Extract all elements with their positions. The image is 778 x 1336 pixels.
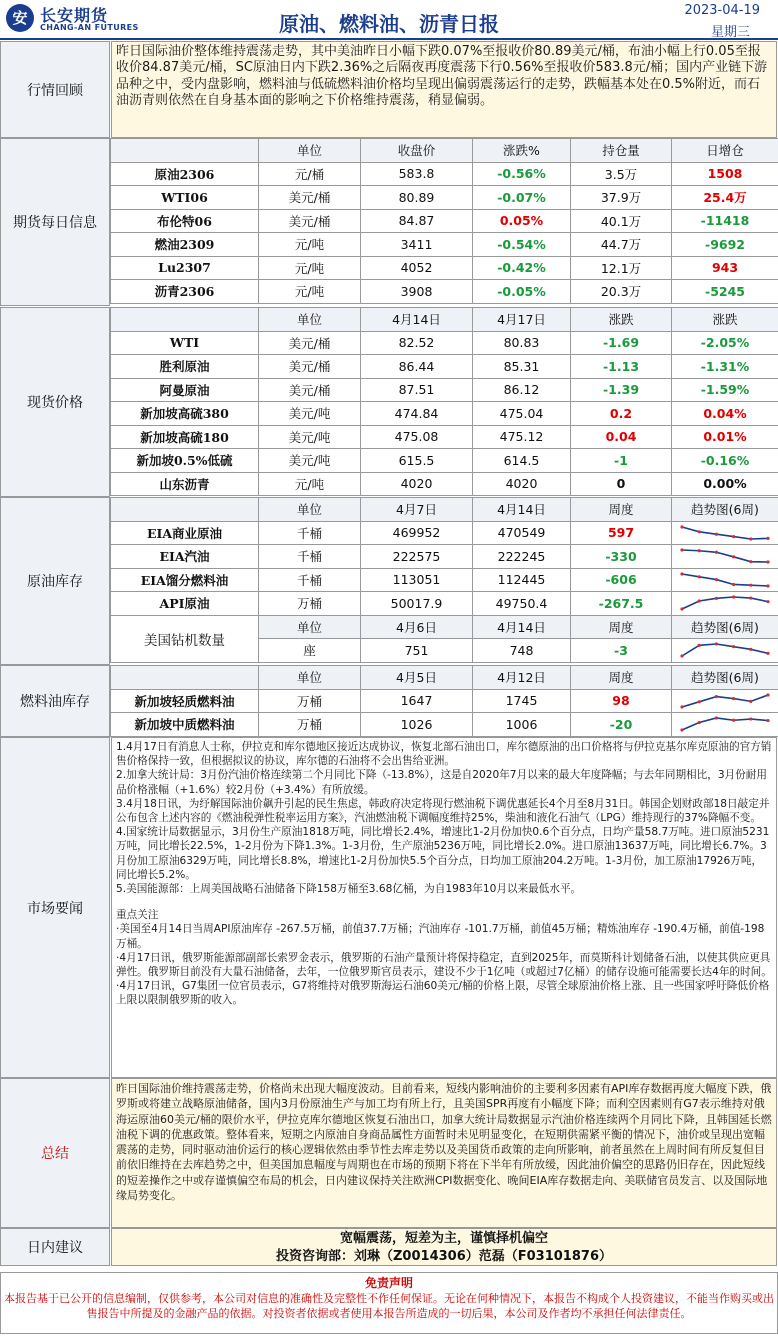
trend-point [732, 645, 735, 648]
daily-oi-change: 943 [672, 256, 778, 280]
inventory-name: 新加坡中质燃料油 [111, 713, 259, 737]
trend-point [680, 655, 683, 658]
trend-point [680, 729, 683, 732]
trend-cell [672, 568, 778, 592]
value-week2: 748 [473, 639, 571, 663]
header-cell: 日增仓 [672, 139, 778, 163]
close-price: 3411 [361, 233, 473, 257]
inventory-name: EIA馏分燃料油 [111, 568, 259, 592]
value-week2: 49750.4 [473, 592, 571, 616]
trend-point [732, 697, 735, 700]
spot-name: 胜利原油 [111, 355, 259, 379]
table-row [111, 378, 778, 402]
daily-oi-change: 1508 [672, 162, 778, 186]
header-cell: 单位 [259, 139, 361, 163]
weekly-change: -20 [571, 713, 672, 737]
open-interest: 20.3万 [571, 280, 672, 304]
value-week1: 50017.9 [361, 592, 473, 616]
header-cell: 单位 [259, 498, 361, 522]
section-label-crude-inventory: 原油库存 [0, 497, 110, 665]
table-row [111, 331, 778, 355]
price-change: 0.04 [571, 425, 672, 449]
trend-cell [672, 545, 778, 569]
trend-sparkline [679, 692, 771, 710]
unit-cell: 美元/桶 [259, 355, 361, 379]
brand-name: 长安期货 [40, 6, 109, 25]
header-cell: 趋势图(6周) [672, 498, 778, 522]
trend-point [715, 695, 718, 698]
value-week2: 112445 [473, 568, 571, 592]
table-row [111, 545, 778, 569]
unit-cell: 美元/吨 [259, 402, 361, 426]
daily-oi-change: -9692 [672, 233, 778, 257]
trend-sparkline [679, 547, 771, 565]
trend-cell [672, 639, 778, 663]
trend-sparkline [679, 715, 771, 733]
table-row [111, 568, 778, 592]
inventory-name: API原油 [111, 592, 259, 616]
trend-point [732, 596, 735, 599]
unit-cell: 千桶 [259, 568, 361, 592]
news-content [111, 737, 777, 1078]
price-day2: 475.04 [473, 402, 571, 426]
section-label-fuel-inventory: 燃料油库存 [0, 665, 110, 737]
change-percent: 0.05% [473, 209, 571, 233]
trend-point [698, 600, 701, 603]
section-label-spot: 现货价格 [0, 307, 110, 497]
close-price: 84.87 [361, 209, 473, 233]
header-cell [111, 498, 259, 522]
price-change: -1.39 [571, 378, 672, 402]
header-cell [111, 308, 259, 332]
spot-name: 阿曼原油 [111, 378, 259, 402]
news-item: 4.国家统计局数据显示，3月份生产原油1818万吨，同比增长2.4%，增速比1-2月份加快0.6个百分点，日均产量58.7万吨。进口原油5231万吨，同比增长22.5%，1-2月份为下降1.3%。1-3月份，生产原油5236万吨，同比增长2.0%。进口原油13637万吨，同比增长6.7%。3月份加工原油6329万吨，同比增长8.8%，增速比1-2月份加快5.5个百分点，日均加工原油204.2万吨。1-3月份，加工原油17926万吨，同比增长5.2%。 [116, 826, 770, 881]
change-percent: -0.07% [473, 186, 571, 210]
trend-point [680, 525, 683, 528]
trend-point [715, 578, 718, 581]
price-change-percent: -2.05% [672, 331, 778, 355]
weekly-change: -267.5 [571, 592, 672, 616]
trend-point [766, 584, 769, 587]
trend-point [766, 537, 769, 540]
header-cell: 涨跌 [672, 308, 778, 332]
report-date: 2023-04-19 [684, 3, 760, 18]
value-week1: 222575 [361, 545, 473, 569]
brand-name-en: CHANG-AN FUTURES [40, 23, 139, 32]
table-row [111, 402, 778, 426]
trend-point [680, 549, 683, 552]
price-day2: 85.31 [473, 355, 571, 379]
table-header-row [111, 308, 778, 332]
unit-cell: 元/吨 [259, 472, 361, 496]
contract-name: 原油2306 [111, 162, 259, 186]
focus-item: ·4月17日讯，G7集团一位官员表示，G7将维持对俄罗斯海运石油60美元/桶的价格上限，尽管全球原油价格上涨、且一些国家呼吁降低价格上限以限制俄罗斯的收入。 [116, 980, 770, 1007]
table-row [111, 280, 778, 304]
futures-table [110, 138, 778, 304]
header-cell: 4月14日 [361, 308, 473, 332]
price-day1: 615.5 [361, 449, 473, 473]
trend-point [766, 693, 769, 696]
open-interest: 37.9万 [571, 186, 672, 210]
header-cell: 收盘价 [361, 139, 473, 163]
table-row [111, 355, 778, 379]
unit-cell: 美元/吨 [259, 425, 361, 449]
header-cell: 涨跌 [571, 308, 672, 332]
price-change: -1.13 [571, 355, 672, 379]
close-price: 4052 [361, 256, 473, 280]
close-price: 80.89 [361, 186, 473, 210]
table-row [111, 233, 778, 257]
header-cell: 涨跌% [473, 139, 571, 163]
value-week2: 222245 [473, 545, 571, 569]
review-text: 昨日国际油价整体维持震荡走势，其中美油昨日小幅下跌0.07%至报收价80.89美元/桶，布油小幅上行0.05至报收价84.87美元/桶，SC原油日内下跌2.36%之后隔夜再度震荡下行0.56%至报收价583.8元/桶；国内产业链下游品种之中，受内盘影响，燃料油与低硫燃料油价格均呈现出偏弱震荡运行的走势，跌幅基本处在0.5%附近，而石油沥青则依然在自身基本面的影响之下价格维持震荡，稍显偏弱。 [111, 41, 777, 138]
focus-item: ·4月17日讯，俄罗斯能源部副部长索罗金表示，俄罗斯的石油产量预计将保持稳定，直到2025年，而莫斯科计划储备石油，以使其供应更具弹性。俄罗斯目前没有大量石油储备，去年，一位俄罗斯官员表示，建设不少于1亿吨（或超过7亿桶）的储存设施可能需要长达4年的时间。 [116, 951, 772, 979]
value-week1: 1026 [361, 713, 473, 737]
news-item: 1.4月17日有消息人士称，伊拉克和库尔德地区接近达成协议，恢复北部石油出口，库尔德原油的出口价格将与伊拉克基尔库克原油的官方销售价格保持一致，但根据拟议的协议，库尔德的石油将不会出售给亚洲。 [116, 741, 772, 768]
change-percent: -0.42% [473, 256, 571, 280]
table-header-row [111, 666, 778, 690]
advice-text: 宽幅震荡，短差为主，谨慎择机偏空 [339, 1231, 548, 1246]
daily-oi-change: -11418 [672, 209, 778, 233]
unit-cell: 美元/桶 [259, 209, 361, 233]
weekly-change: -330 [571, 545, 672, 569]
inventory-name: EIA商业原油 [111, 521, 259, 545]
price-day1: 474.84 [361, 402, 473, 426]
trend-point [698, 575, 701, 578]
trend-point [715, 532, 718, 535]
table-row [111, 472, 778, 496]
trend-sparkline [679, 524, 771, 542]
table-header-row [111, 498, 778, 522]
trend-point [732, 719, 735, 722]
trend-cell [672, 521, 778, 545]
open-interest: 44.7万 [571, 233, 672, 257]
daily-oi-change: 25.4万 [672, 186, 778, 210]
unit-cell: 千桶 [259, 545, 361, 569]
weekly-change: -606 [571, 568, 672, 592]
change-percent: -0.56% [473, 162, 571, 186]
table-row [111, 713, 778, 737]
price-day1: 4020 [361, 472, 473, 496]
news-item: 2.加拿大统计局：3月份汽油价格连续第二个月同比下降（-13.8%），这是自2020年7月以来的最大年度降幅；与去年同期相比，3月份耐用品价格涨幅（+1.6%）较2月份（+3.4%）有所放缓。 [116, 769, 767, 796]
open-interest: 3.5万 [571, 162, 672, 186]
value-week1: 751 [361, 639, 473, 663]
trend-point [749, 597, 752, 600]
unit-cell: 美元/桶 [259, 331, 361, 355]
close-price: 3908 [361, 280, 473, 304]
unit-cell: 万桶 [259, 592, 361, 616]
trend-point [749, 700, 752, 703]
trend-line [682, 550, 768, 562]
crude-inventory-table [110, 497, 778, 663]
unit-cell: 万桶 [259, 689, 361, 713]
price-change-percent: -1.59% [672, 378, 778, 402]
trend-point [680, 572, 683, 575]
section-label-futures: 期货每日信息 [0, 138, 110, 306]
trend-point [749, 718, 752, 721]
price-change-percent: -0.16% [672, 449, 778, 473]
spot-name: 新加坡高硫180 [111, 425, 259, 449]
header-cell: 趋势图(6周) [672, 615, 778, 639]
table-row [111, 186, 778, 210]
price-day1: 82.52 [361, 331, 473, 355]
trend-point [749, 648, 752, 651]
header-cell: 单位 [259, 308, 361, 332]
header-cell: 趋势图(6周) [672, 666, 778, 690]
price-change-percent: 0.04% [672, 402, 778, 426]
focus-title: 重点关注 [116, 909, 159, 922]
trend-line [682, 718, 768, 730]
trend-point [732, 535, 735, 538]
inventory-name: 新加坡轻质燃料油 [111, 689, 259, 713]
table-row [111, 162, 778, 186]
header-cell: 4月6日 [361, 615, 473, 639]
trend-line [682, 574, 768, 586]
change-percent: -0.05% [473, 280, 571, 304]
price-day2: 4020 [473, 472, 571, 496]
trend-sparkline [679, 594, 771, 612]
trend-point [749, 583, 752, 586]
summary-text: 昨日国际油价维持震荡走势，价格尚未出现大幅度波动。目前看来，短线内影响油价的主要利多因素有API库存数据再度大幅度下跌，俄罗斯或将建立战略原油储备，国内3月份原油生产与加工均有所上行，且美国SPR再度有小幅度下降；而利空因素则有G7表示维持对俄海运原油60美元/桶的限价水平，伊拉克库尔德地区恢复石油出口，加拿大统计局数据显示汽油价格连续两个月同比下降，且韩国延长燃油税下调的优惠政策。整体看来，短期之内原油自身商品属性方面暂时未见明显变化，在短期供需紧平衡的情况下，油价或呈现出宽幅震荡的走势，同时驱动油价运行的核心逻辑依然由季节性去库走势以及美国货币政策的走向所影响，前者虽然在上周时间有所反复但目前依旧维持在去库趋势之中，但美国加息幅度与周期也在市场的预期下将在下半年有所放缓，因此油价偏空的思路仍旧存在，因此短线的短差操作之中或存谨慎偏空布局的机会，日内建议保持关注欧洲CPI数据变化、晚间EIA库存数据走向、美联储官员发言、以及国际地缘局势变化。 [111, 1078, 777, 1228]
header-cell: 4月14日 [473, 615, 571, 639]
trend-point [749, 537, 752, 540]
price-change-percent: 0.01% [672, 425, 778, 449]
contract-name: WTI06 [111, 186, 259, 210]
weekly-change: 597 [571, 521, 672, 545]
table-row [111, 689, 778, 713]
close-price: 583.8 [361, 162, 473, 186]
header-cell: 单位 [259, 615, 361, 639]
price-change: 0.2 [571, 402, 672, 426]
value-week1: 469952 [361, 521, 473, 545]
price-day2: 80.83 [473, 331, 571, 355]
unit-cell: 元/吨 [259, 256, 361, 280]
table-row [111, 209, 778, 233]
trend-sparkline [679, 641, 771, 659]
trend-line [682, 597, 768, 609]
spot-name: WTI [111, 331, 259, 355]
price-change: -1.69 [571, 331, 672, 355]
price-change: 0 [571, 472, 672, 496]
weekly-change: -3 [571, 639, 672, 663]
change-percent: -0.54% [473, 233, 571, 257]
company-logo-icon: 安 [6, 4, 34, 32]
spot-table [110, 307, 778, 496]
trend-line [682, 527, 768, 539]
unit-cell: 元/吨 [259, 280, 361, 304]
fuel-inventory-table [110, 665, 778, 737]
table-row [111, 449, 778, 473]
table-row [111, 521, 778, 545]
unit-cell: 千桶 [259, 521, 361, 545]
disclaimer-text: 本报告基于已公开的信息编制，仅供参考，本公司对信息的准确性及完整性不作任何保证。无论在何种情况下，本报告不构成个人投资建议，不能当作购买或出售报告中所提及的金融产品的依据。对投资者依据或者使用本报告所造成的一切后果，本公司及作者均不承担任何法律责任。 [4, 1292, 774, 1320]
trend-point [715, 551, 718, 554]
spot-name: 山东沥青 [111, 472, 259, 496]
unit-cell: 美元/桶 [259, 378, 361, 402]
header-cell [111, 139, 259, 163]
spot-name: 新加坡高硫380 [111, 402, 259, 426]
table-header-row [111, 139, 778, 163]
unit-cell: 座 [259, 639, 361, 663]
trend-point [698, 700, 701, 703]
trend-point [698, 644, 701, 647]
value-week1: 113051 [361, 568, 473, 592]
trend-point [732, 555, 735, 558]
header-cell: 周度 [571, 615, 672, 639]
trend-line [682, 644, 768, 656]
value-week2: 1006 [473, 713, 571, 737]
trend-point [680, 608, 683, 611]
header-cell: 4月12日 [473, 666, 571, 690]
trend-point [715, 717, 718, 720]
trend-point [766, 600, 769, 603]
contract-name: 沥青2306 [111, 280, 259, 304]
price-change: -1 [571, 449, 672, 473]
table-row [111, 425, 778, 449]
trend-sparkline [679, 571, 771, 589]
contract-name: 布伦特06 [111, 209, 259, 233]
report-weekday: 星期三 [710, 25, 750, 40]
news-item: 5.美国能源部：上周美国战略石油储备下降158万桶至3.68亿桶，为自1983年10月以来最低水平。 [116, 883, 582, 896]
advice-box [111, 1228, 777, 1266]
table-row [111, 256, 778, 280]
trend-point [766, 719, 769, 722]
header-cell: 4月17日 [473, 308, 571, 332]
trend-point [698, 530, 701, 533]
value-week2: 1745 [473, 689, 571, 713]
price-day1: 87.51 [361, 378, 473, 402]
table-row [111, 592, 778, 616]
price-change-percent: -1.31% [672, 355, 778, 379]
daily-oi-change: -5245 [672, 280, 778, 304]
price-day2: 614.5 [473, 449, 571, 473]
trend-point [680, 705, 683, 708]
header-cell: 持仓量 [571, 139, 672, 163]
analyst-info: 投资咨询部：刘琳（Z0014306）范磊（F03101876） [276, 1249, 612, 1264]
header-cell: 4月5日 [361, 666, 473, 690]
header-cell: 单位 [259, 666, 361, 690]
news-item: 3.4月18日讯，为纾解国际油价飙升引起的民生焦虑，韩政府决定将现行燃油税下调优惠延长4个月至8月31日。韩国企划财政部18日敲定并公布包含上述内容的《燃油税弹性税率运用方案》，汽油燃油税下调幅度维持25%，柴油和液化石油气（LPG）维持现行的37%降幅不变。 [116, 797, 770, 825]
value-week1: 1647 [361, 689, 473, 713]
header-cell: 周度 [571, 666, 672, 690]
open-interest: 12.1万 [571, 256, 672, 280]
trend-cell [672, 689, 778, 713]
unit-cell: 美元/吨 [259, 449, 361, 473]
unit-cell: 元/吨 [259, 233, 361, 257]
section-label-summary: 总结 [0, 1078, 110, 1228]
header-cell: 4月14日 [473, 498, 571, 522]
price-day2: 86.12 [473, 378, 571, 402]
price-day2: 475.12 [473, 425, 571, 449]
price-day1: 475.08 [361, 425, 473, 449]
trend-line [682, 695, 768, 707]
section-label-advice: 日内建议 [0, 1228, 110, 1266]
rig-header-row [111, 615, 778, 639]
trend-point [715, 597, 718, 600]
unit-cell: 元/桶 [259, 162, 361, 186]
header-cell: 4月7日 [361, 498, 473, 522]
section-label-news: 市场要闻 [0, 737, 110, 1078]
trend-point [766, 561, 769, 564]
open-interest: 40.1万 [571, 209, 672, 233]
rig-count-label: 美国钻机数量 [111, 615, 259, 662]
unit-cell: 美元/桶 [259, 186, 361, 210]
trend-cell [672, 713, 778, 737]
trend-point [732, 583, 735, 586]
focus-item: ·美国至4月14日当周API原油库存 -267.5万桶，前值37.7万桶；汽油库存 -101.7万桶，前值45万桶；精炼油库存 -190.4万桶，前值-198万桶。 [116, 923, 765, 950]
contract-name: Lu2307 [111, 256, 259, 280]
inventory-name: EIA汽油 [111, 545, 259, 569]
value-week2: 470549 [473, 521, 571, 545]
trend-point [698, 721, 701, 724]
disclaimer-title: 免责声明 [364, 1276, 413, 1290]
contract-name: 燃油2309 [111, 233, 259, 257]
trend-point [698, 549, 701, 552]
spot-name: 新加坡0.5%低硫 [111, 449, 259, 473]
weekly-change: 98 [571, 689, 672, 713]
header-cell: 周度 [571, 498, 672, 522]
price-day1: 86.44 [361, 355, 473, 379]
report-title: 原油、燃料油、沥青日报 [279, 12, 499, 36]
trend-cell [672, 592, 778, 616]
trend-point [749, 560, 752, 563]
disclaimer [0, 1272, 778, 1334]
unit-cell: 万桶 [259, 713, 361, 737]
report-header [0, 0, 778, 40]
header-cell [111, 666, 259, 690]
trend-point [715, 643, 718, 646]
section-label-review: 行情回顾 [0, 41, 110, 138]
price-change-percent: 0.00% [672, 472, 778, 496]
trend-point [766, 652, 769, 655]
